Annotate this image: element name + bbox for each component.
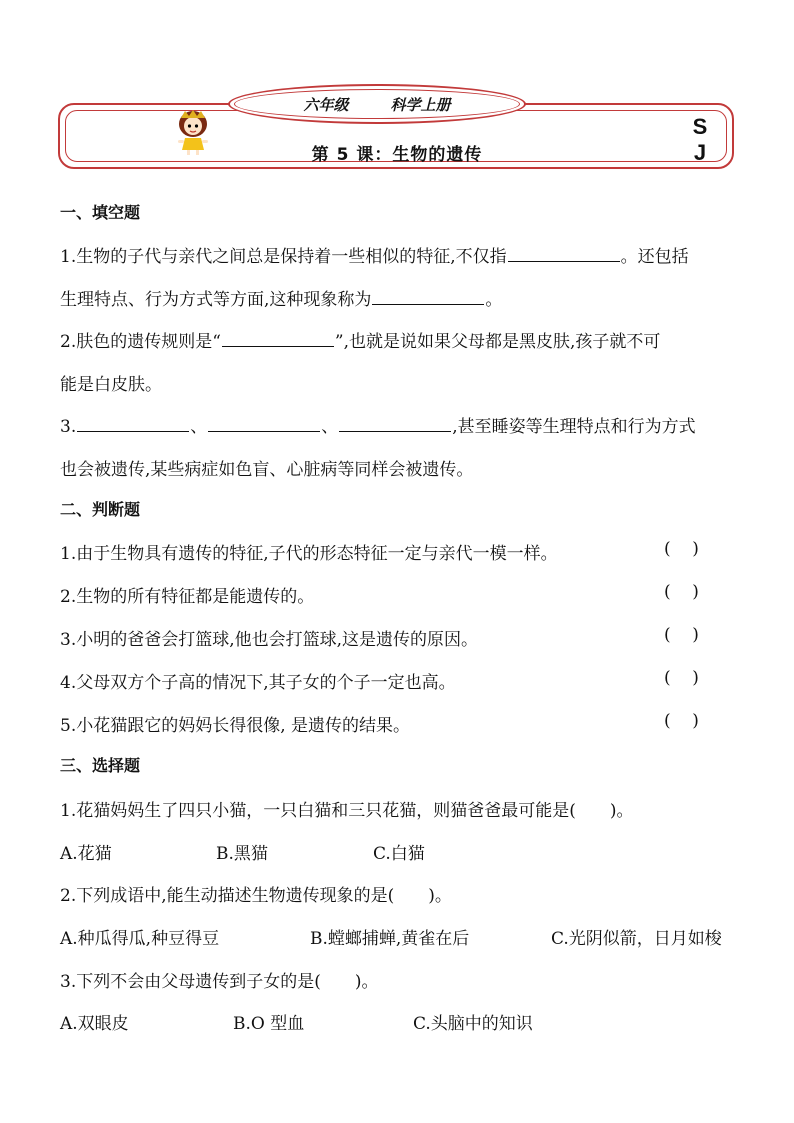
choice-q2-option-c[interactable]: C.光阴似箭，日月如梭 xyxy=(551,929,722,949)
fill-q1-text3: 生理特点、行为方式等方面,这种现象称为 xyxy=(60,290,372,310)
answer-blank[interactable] xyxy=(339,415,451,432)
judge-item: 4.父母双方个子高的情况下,其子女的个子一定也高。 xyxy=(60,673,456,693)
section-title-choice: 三、选择题 xyxy=(60,756,141,775)
choice-q1-option-b[interactable]: B.黑猫 xyxy=(216,844,268,864)
fill-q2-line2: 能是白皮肤。 xyxy=(60,375,162,395)
edition-code-bottom: J xyxy=(693,140,707,165)
choice-q1-option-c[interactable]: C.白猫 xyxy=(373,844,425,864)
fill-q1-text4: 。 xyxy=(485,290,503,310)
choice-q3: 3.下列不会由父母遗传到子女的是( )。 xyxy=(60,972,379,992)
choice-q1-option-a[interactable]: A.花猫 xyxy=(60,844,112,864)
judge-item: 1.由于生物具有遗传的特征,子代的形态特征一定与亲代一模一样。 xyxy=(60,544,558,564)
fill-q3-line1 xyxy=(60,412,696,437)
judge-item: 3.小明的爸爸会打篮球,他也会打篮球,这是遗传的原因。 xyxy=(60,630,479,650)
subject-label: 科学上册 xyxy=(390,95,451,114)
choice-q3-option-a[interactable]: A.双眼皮 xyxy=(60,1014,129,1034)
fill-q2-line1 xyxy=(60,327,660,352)
choice-q3-option-c[interactable]: C.头脑中的知识 xyxy=(413,1014,533,1034)
judge-answer-paren[interactable]: ( ) xyxy=(664,625,699,645)
judge-answer-paren[interactable]: ( ) xyxy=(664,582,699,602)
judge-answer-paren[interactable]: ( ) xyxy=(664,711,699,731)
fill-q1-line1 xyxy=(60,242,689,267)
fill-q3-text: ,甚至睡姿等生理特点和行为方式 xyxy=(452,417,696,437)
answer-blank[interactable] xyxy=(222,330,334,347)
judge-answer-paren[interactable]: ( ) xyxy=(664,539,699,559)
section-title-fill: 一、填空题 xyxy=(60,203,141,222)
judge-item: 2.生物的所有特征都是能遗传的。 xyxy=(60,587,315,607)
fill-q2-text: 2.肤色的遗传规则是“ xyxy=(60,332,221,352)
section-title-judge: 二、判断题 xyxy=(60,500,141,519)
choice-q2-option-a[interactable]: A.种瓜得瓜,种豆得豆 xyxy=(60,929,220,949)
header-labels xyxy=(228,84,526,124)
answer-blank[interactable] xyxy=(208,415,320,432)
choice-q1: 1.花猫妈妈生了四只小猫，一只白猫和三只花猫，则猫爸爸最可能是( )。 xyxy=(60,801,634,821)
fill-q2-text2: ”,也就是说如果父母都是黑皮肤,孩子就不可 xyxy=(334,332,661,352)
fill-q1-text: 1.生物的子代与亲代之间总是保持着一些相似的特征,不仅指 xyxy=(60,247,507,267)
answer-blank[interactable] xyxy=(508,245,620,262)
judge-item: 5.小花猫跟它的妈妈长得很像, 是遗传的结果。 xyxy=(60,716,411,736)
choice-q2: 2.下列成语中,能生动描述生物遗传现象的是( )。 xyxy=(60,886,452,906)
fill-q1-line2 xyxy=(60,285,502,310)
fill-q3-sep: 、 xyxy=(321,417,339,437)
choice-q3-option-b[interactable]: B.O 型血 xyxy=(233,1014,305,1034)
answer-blank[interactable] xyxy=(77,415,189,432)
edition-code xyxy=(688,114,712,166)
lesson-title: 第 5 课：生物的遗传 xyxy=(311,145,483,165)
fill-q1-text2: 。还包括 xyxy=(620,247,689,267)
fill-q3-number: 3. xyxy=(60,417,77,437)
judge-answer-paren[interactable]: ( ) xyxy=(664,668,699,688)
edition-code-top: S xyxy=(692,114,708,139)
answer-blank[interactable] xyxy=(372,288,484,305)
fill-q3-sep: 、 xyxy=(190,417,208,437)
choice-q2-option-b[interactable]: B.螳螂捕蝉,黄雀在后 xyxy=(310,929,470,949)
fill-q3-line2: 也会被遗传,某些病症如色盲、心脏病等同样会被遗传。 xyxy=(60,460,474,480)
grade-label: 六年级 xyxy=(303,95,349,114)
